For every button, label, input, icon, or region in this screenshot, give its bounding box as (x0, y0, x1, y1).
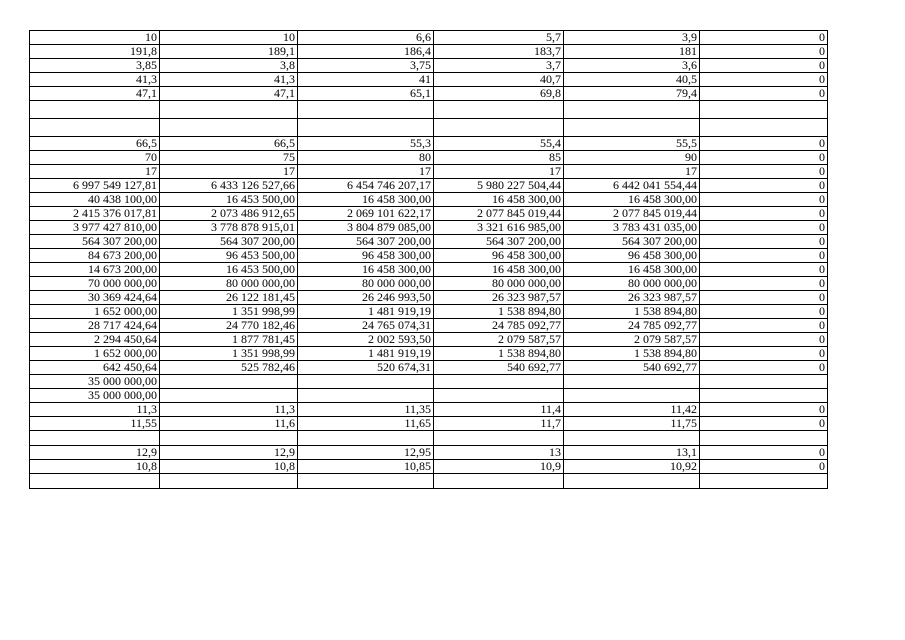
table-cell: 11,55 (30, 417, 160, 431)
table-cell: 2 077 845 019,44 (564, 207, 700, 221)
table-cell: 1 652 000,00 (30, 305, 160, 319)
table-cell (434, 119, 564, 137)
table-cell: 2 077 845 019,44 (434, 207, 564, 221)
table-cell: 55,5 (564, 137, 700, 151)
table-cell: 2 073 486 912,65 (160, 207, 298, 221)
table-cell (160, 474, 298, 489)
table-cell: 41,3 (160, 73, 298, 87)
table-cell: 0 (700, 460, 828, 474)
table-cell: 540 692,77 (434, 361, 564, 375)
table-cell: 11,3 (160, 403, 298, 417)
table-cell: 10 (160, 31, 298, 45)
table-cell: 10,92 (564, 460, 700, 474)
table-cell (298, 375, 434, 389)
table-cell: 5 980 227 504,44 (434, 179, 564, 193)
table-cell (434, 101, 564, 119)
table-cell: 564 307 200,00 (298, 235, 434, 249)
table-cell: 55,3 (298, 137, 434, 151)
table-cell: 2 079 587,57 (564, 333, 700, 347)
table-cell: 3,85 (30, 59, 160, 73)
table-row (30, 333, 828, 347)
table-cell: 16 458 300,00 (564, 193, 700, 207)
table-cell: 10,8 (160, 460, 298, 474)
table-cell: 11,35 (298, 403, 434, 417)
table-cell: 80 000 000,00 (160, 277, 298, 291)
table-cell: 564 307 200,00 (160, 235, 298, 249)
table-row (30, 59, 828, 73)
table-cell: 17 (434, 165, 564, 179)
table-cell: 0 (700, 333, 828, 347)
table-cell: 16 453 500,00 (160, 263, 298, 277)
table-row (30, 179, 828, 193)
table-cell: 16 453 500,00 (160, 193, 298, 207)
table-cell: 80 (298, 151, 434, 165)
table-cell (564, 375, 700, 389)
table-cell: 35 000 000,00 (30, 389, 160, 403)
table-cell: 3,7 (434, 59, 564, 73)
table-cell: 3 804 879 085,00 (298, 221, 434, 235)
table-cell: 40,5 (564, 73, 700, 87)
table-cell: 35 000 000,00 (30, 375, 160, 389)
table-cell: 6,6 (298, 31, 434, 45)
table-cell: 84 673 200,00 (30, 249, 160, 263)
table-cell (434, 474, 564, 489)
table-cell: 564 307 200,00 (564, 235, 700, 249)
table-cell: 11,75 (564, 417, 700, 431)
table-cell: 13,1 (564, 446, 700, 460)
table-cell: 564 307 200,00 (434, 235, 564, 249)
table-cell: 26 323 987,57 (564, 291, 700, 305)
table-cell: 79,4 (564, 87, 700, 101)
table-cell: 96 458 300,00 (564, 249, 700, 263)
table-cell: 41,3 (30, 73, 160, 87)
table-row (30, 193, 828, 207)
table-cell: 3,8 (160, 59, 298, 73)
table-cell: 0 (700, 221, 828, 235)
table-cell: 0 (700, 137, 828, 151)
table-cell: 642 450,64 (30, 361, 160, 375)
table-row (30, 375, 828, 389)
table-cell: 2 069 101 622,17 (298, 207, 434, 221)
table-cell (160, 119, 298, 137)
table-cell: 75 (160, 151, 298, 165)
table-row (30, 460, 828, 474)
table-cell: 85 (434, 151, 564, 165)
table-cell: 0 (700, 319, 828, 333)
table-cell: 6 442 041 554,44 (564, 179, 700, 193)
table-row (30, 347, 828, 361)
table-row (30, 403, 828, 417)
table-cell: 11,6 (160, 417, 298, 431)
table-cell (564, 431, 700, 446)
table-cell: 10,9 (434, 460, 564, 474)
table-row (30, 305, 828, 319)
table-cell: 564 307 200,00 (30, 235, 160, 249)
table-row (30, 277, 828, 291)
table-cell: 0 (700, 59, 828, 73)
table-cell (564, 101, 700, 119)
table-row (30, 207, 828, 221)
table-row (30, 446, 828, 460)
spreadsheet-body (30, 31, 828, 489)
table-cell: 1 538 894,80 (564, 347, 700, 361)
table-cell: 24 770 182,46 (160, 319, 298, 333)
table-cell (564, 389, 700, 403)
table-cell: 16 458 300,00 (434, 263, 564, 277)
table-cell: 6 433 126 527,66 (160, 179, 298, 193)
table-cell: 55,4 (434, 137, 564, 151)
table-cell: 3,9 (564, 31, 700, 45)
table-cell (298, 431, 434, 446)
table-cell (298, 474, 434, 489)
table-row (30, 319, 828, 333)
table-row (30, 389, 828, 403)
table-cell (30, 474, 160, 489)
table-cell: 540 692,77 (564, 361, 700, 375)
table-row (30, 263, 828, 277)
spreadsheet-table (29, 30, 828, 489)
table-cell: 6 454 746 207,17 (298, 179, 434, 193)
table-row (30, 249, 828, 263)
table-cell: 24 785 092,77 (434, 319, 564, 333)
table-cell (700, 119, 828, 137)
table-cell: 30 369 424,64 (30, 291, 160, 305)
table-cell: 17 (160, 165, 298, 179)
table-row (30, 31, 828, 45)
table-cell: 96 458 300,00 (298, 249, 434, 263)
table-cell: 24 765 074,31 (298, 319, 434, 333)
table-cell: 0 (700, 361, 828, 375)
table-cell: 12,9 (160, 446, 298, 460)
table-cell (700, 375, 828, 389)
table-cell: 16 458 300,00 (564, 263, 700, 277)
table-cell: 69,8 (434, 87, 564, 101)
table-cell: 3,75 (298, 59, 434, 73)
table-cell: 0 (700, 347, 828, 361)
table-row (30, 474, 828, 489)
table-cell: 0 (700, 235, 828, 249)
table-cell: 11,4 (434, 403, 564, 417)
table-cell (160, 375, 298, 389)
table-row (30, 221, 828, 235)
table-cell: 0 (700, 403, 828, 417)
table-cell: 191,8 (30, 45, 160, 59)
table-cell: 2 415 376 017,81 (30, 207, 160, 221)
table-cell: 2 079 587,57 (434, 333, 564, 347)
table-cell: 1 481 919,19 (298, 305, 434, 319)
table-cell: 11,7 (434, 417, 564, 431)
table-cell: 40,7 (434, 73, 564, 87)
table-cell: 5,7 (434, 31, 564, 45)
table-cell: 186,4 (298, 45, 434, 59)
table-cell: 12,9 (30, 446, 160, 460)
table-cell: 0 (700, 179, 828, 193)
table-cell: 3 321 616 985,00 (434, 221, 564, 235)
table-cell: 2 294 450,64 (30, 333, 160, 347)
table-cell: 1 538 894,80 (434, 347, 564, 361)
table-cell (298, 101, 434, 119)
table-cell: 189,1 (160, 45, 298, 59)
table-cell: 10 (30, 31, 160, 45)
table-cell: 1 351 998,99 (160, 305, 298, 319)
table-cell: 80 000 000,00 (298, 277, 434, 291)
table-cell: 12,95 (298, 446, 434, 460)
table-cell: 1 538 894,80 (564, 305, 700, 319)
table-cell: 3 977 427 810,00 (30, 221, 160, 235)
table-cell: 0 (700, 87, 828, 101)
table-cell: 96 453 500,00 (160, 249, 298, 263)
table-cell: 0 (700, 73, 828, 87)
table-cell: 14 673 200,00 (30, 263, 160, 277)
table-cell: 40 438 100,00 (30, 193, 160, 207)
table-cell: 0 (700, 263, 828, 277)
table-cell: 183,7 (434, 45, 564, 59)
table-cell: 66,5 (160, 137, 298, 151)
table-row (30, 417, 828, 431)
table-cell: 80 000 000,00 (434, 277, 564, 291)
table-cell: 26 246 993,50 (298, 291, 434, 305)
table-row (30, 235, 828, 249)
table-cell: 17 (30, 165, 160, 179)
table-cell: 0 (700, 277, 828, 291)
table-cell (434, 431, 564, 446)
table-cell: 0 (700, 151, 828, 165)
table-cell: 1 877 781,45 (160, 333, 298, 347)
table-cell (30, 119, 160, 137)
table-cell: 41 (298, 73, 434, 87)
table-cell: 3,6 (564, 59, 700, 73)
table-cell: 0 (700, 45, 828, 59)
table-cell (700, 389, 828, 403)
table-cell: 1 652 000,00 (30, 347, 160, 361)
table-cell (298, 119, 434, 137)
table-cell: 10,85 (298, 460, 434, 474)
table-cell: 47,1 (30, 87, 160, 101)
table-row (30, 119, 828, 137)
table-cell: 0 (700, 165, 828, 179)
table-cell: 70 (30, 151, 160, 165)
table-cell: 28 717 424,64 (30, 319, 160, 333)
table-cell: 16 458 300,00 (298, 263, 434, 277)
table-cell (434, 375, 564, 389)
table-cell: 520 674,31 (298, 361, 434, 375)
table-cell: 0 (700, 207, 828, 221)
table-cell: 525 782,46 (160, 361, 298, 375)
table-cell: 26 122 181,45 (160, 291, 298, 305)
table-cell: 17 (298, 165, 434, 179)
table-cell: 0 (700, 249, 828, 263)
table-cell: 11,42 (564, 403, 700, 417)
table-cell: 0 (700, 446, 828, 460)
table-row (30, 165, 828, 179)
table-cell: 3 783 431 035,00 (564, 221, 700, 235)
table-cell: 0 (700, 305, 828, 319)
table-cell: 65,1 (298, 87, 434, 101)
table-row (30, 87, 828, 101)
table-cell: 0 (700, 417, 828, 431)
table-row (30, 431, 828, 446)
table-cell: 3 778 878 915,01 (160, 221, 298, 235)
table-cell (564, 119, 700, 137)
table-cell: 17 (564, 165, 700, 179)
table-cell (160, 389, 298, 403)
table-cell: 13 (434, 446, 564, 460)
table-cell (30, 431, 160, 446)
table-cell: 181 (564, 45, 700, 59)
table-cell: 1 481 919,19 (298, 347, 434, 361)
table-cell (564, 474, 700, 489)
table-row (30, 45, 828, 59)
table-cell: 6 997 549 127,81 (30, 179, 160, 193)
table-row (30, 361, 828, 375)
table-row (30, 101, 828, 119)
table-cell: 1 351 998,99 (160, 347, 298, 361)
table-cell: 11,65 (298, 417, 434, 431)
table-cell: 0 (700, 291, 828, 305)
table-cell (700, 431, 828, 446)
table-cell: 96 458 300,00 (434, 249, 564, 263)
table-cell: 16 458 300,00 (298, 193, 434, 207)
table-cell: 10,8 (30, 460, 160, 474)
table-cell: 24 785 092,77 (564, 319, 700, 333)
table-row (30, 73, 828, 87)
table-row (30, 137, 828, 151)
table-cell (160, 431, 298, 446)
table-cell: 66,5 (30, 137, 160, 151)
table-cell: 47,1 (160, 87, 298, 101)
table-cell: 70 000 000,00 (30, 277, 160, 291)
table-cell: 26 323 987,57 (434, 291, 564, 305)
table-cell: 16 458 300,00 (434, 193, 564, 207)
table-cell: 2 002 593,50 (298, 333, 434, 347)
table-cell (700, 101, 828, 119)
table-cell: 0 (700, 31, 828, 45)
table-cell: 11,3 (30, 403, 160, 417)
table-cell: 90 (564, 151, 700, 165)
table-cell (30, 101, 160, 119)
table-row (30, 151, 828, 165)
table-cell: 0 (700, 193, 828, 207)
table-cell: 1 538 894,80 (434, 305, 564, 319)
table-row (30, 291, 828, 305)
table-cell (160, 101, 298, 119)
table-cell (298, 389, 434, 403)
table-cell: 80 000 000,00 (564, 277, 700, 291)
table-cell (434, 389, 564, 403)
table-cell (700, 474, 828, 489)
